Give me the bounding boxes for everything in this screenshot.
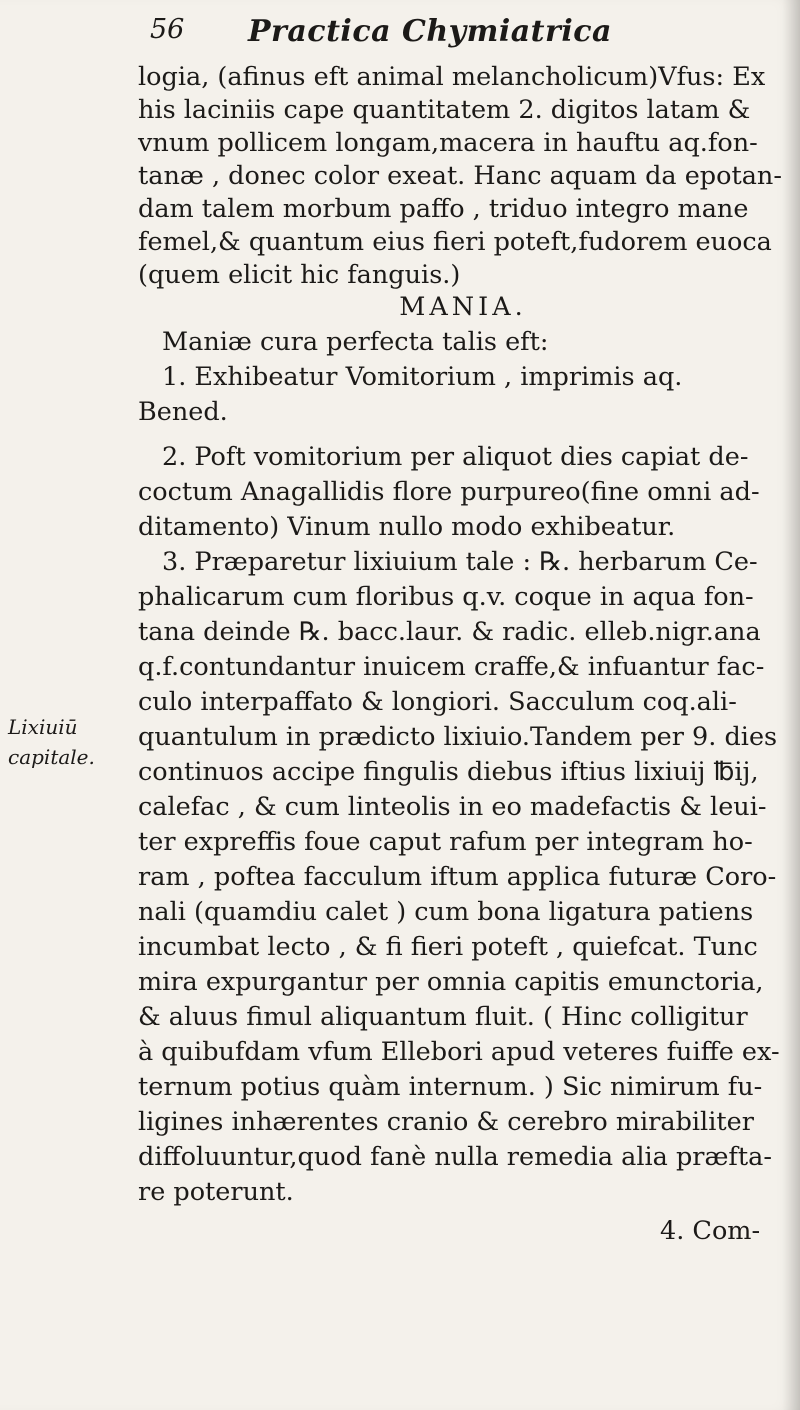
text-line-4: tanæ , donec color exeat. Hanc aquam da epotan-: [138, 161, 782, 191]
text-line-19: culo interpaffato & longiori. Sacculum coq.ali-: [138, 687, 737, 717]
text-line-14: ditamento) Vinum nullo modo exhibeatur.: [138, 512, 676, 542]
text-line-2: his laciniis cape quantitatem 2. digitos latam &: [138, 95, 751, 125]
text-line-33: re poterunt.: [138, 1177, 294, 1207]
text-line-29: à quibufdam vfum Ellebori apud veteres fuiffe ex-: [138, 1037, 780, 1067]
text-line-31: ligines inhærentes cranio & cerebro mirabiliter: [138, 1107, 754, 1137]
text-line-3: vnum pollicem longam,macera in hauftu aq.fon-: [138, 128, 758, 158]
text-line-11: Bened.: [138, 397, 228, 427]
text-line-9: Maniæ cura perfecta talis eft:: [162, 327, 549, 357]
text-line-27: mira expurgantur per omnia capitis emunctoria,: [138, 967, 764, 997]
text-line-5: dam talem morbum paffo , triduo integro mane: [138, 194, 749, 224]
text-line-18: q.f.contundantur inuicem craffe,& infuantur fac-: [138, 652, 765, 682]
page-number: 56: [150, 14, 185, 45]
text-line-24: ram , poftea facculum iftum applica futuræ Coro-: [138, 862, 777, 892]
text-line-28: & aluus fimul aliquantum fluit. ( Hinc colligitur: [138, 1002, 748, 1032]
text-line-12: 2. Poft vomitorium per aliquot dies capiat de-: [162, 442, 749, 472]
text-line-16: phalicarum cum floribus q.v. coque in aqua fon-: [138, 582, 754, 612]
text-line-26: incumbat lecto , & fi fieri poteft , quiefcat. Tunc: [138, 932, 758, 962]
text-line-17: tana deinde ℞. bacc.laur. & radic. elleb.nigr.ana: [138, 617, 761, 647]
text-line-25: nali (quamdiu calet ) cum bona ligatura patiens: [138, 897, 754, 927]
text-line-32: diffoluuntur,quod fanè nulla remedia alia præfta-: [138, 1142, 772, 1172]
text-line-13: coctum Anagallidis flore purpureo(fine omni ad-: [138, 477, 760, 507]
text-line-15: 3. Præparetur lixiuium tale : ℞. herbarum Ce-: [162, 547, 758, 577]
margin-note-line-1: Lixiuiū: [8, 715, 78, 739]
text-line-22: calefac , & cum linteolis in eo madefactis & leui-: [138, 792, 767, 822]
text-line-23: ter expreffis foue caput rafum per integram ho-: [138, 827, 753, 857]
text-line-1: logia, (afinus eft animal melancholicum)Vfus: Ex: [138, 62, 766, 92]
text-line-30: ternum potius quàm internum. ) Sic nimirum fu-: [138, 1072, 763, 1102]
page-gutter-shadow: [782, 0, 800, 1410]
text-line-21: continuos accipe fingulis diebus iftius lixiuij ℔ij,: [138, 757, 759, 787]
catchword: 4. Com-: [660, 1216, 761, 1246]
page-header: [150, 14, 770, 54]
text-line-10: 1. Exhibeatur Vomitorium , imprimis aq.: [162, 362, 683, 392]
margin-note-line-2: capitale.: [8, 745, 95, 769]
section-heading: MANIA.: [399, 292, 527, 322]
text-line-20: quantulum in prædicto lixiuio.Tandem per 9. dies: [138, 722, 778, 752]
text-line-6: femel,& quantum eius fieri poteft,fudorem euoca: [138, 227, 772, 257]
text-line-7: (quem elicit hic fanguis.): [138, 260, 461, 290]
running-title: Practica Chymiatrica: [248, 14, 612, 49]
